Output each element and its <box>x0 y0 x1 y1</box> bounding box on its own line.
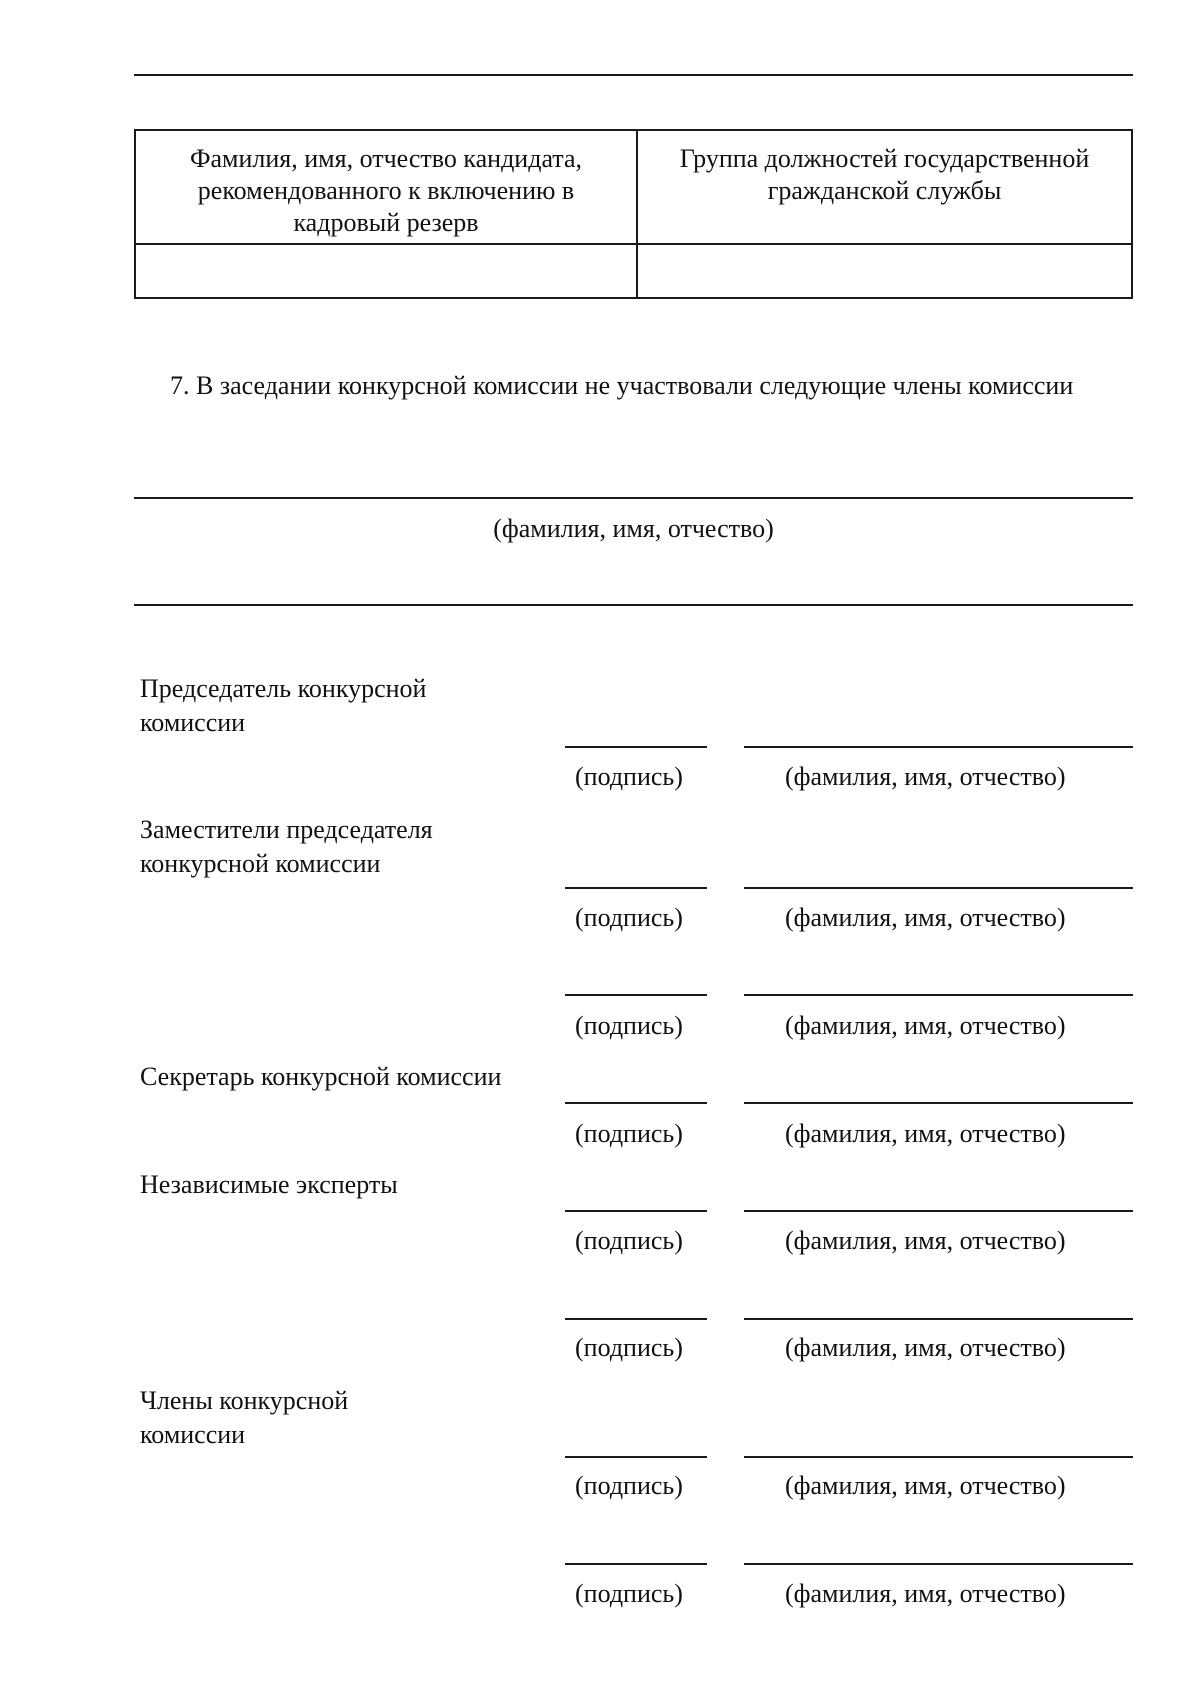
name-line[interactable] <box>744 1318 1133 1320</box>
name-caption: (фамилия, имя, отчество) <box>785 1471 1066 1500</box>
name-line[interactable] <box>744 746 1133 748</box>
reserve-table <box>134 129 1133 299</box>
name-line[interactable] <box>744 994 1133 996</box>
name-line[interactable] <box>744 1102 1133 1104</box>
name-caption: (фамилия, имя, отчество) <box>785 762 1066 791</box>
absent-members-line-2[interactable] <box>134 604 1133 606</box>
name-caption: (фамилия, имя, отчество) <box>785 1226 1066 1255</box>
name-caption: (фамилия, имя, отчество) <box>785 1333 1066 1362</box>
members-label-text: Члены конкурсной комиссии <box>140 1386 349 1449</box>
members-label <box>140 1384 440 1452</box>
signature-caption: (подпись) <box>575 762 683 791</box>
name-caption: (фамилия, имя, отчество) <box>785 1011 1066 1040</box>
signature-caption: (подпись) <box>575 1119 683 1148</box>
position-group-cell[interactable] <box>637 244 1132 298</box>
signature-caption: (подпись) <box>575 1333 683 1362</box>
secretary-label: Секретарь конкурсной комиссии <box>140 1062 502 1091</box>
top-rule <box>134 74 1133 76</box>
signature-line[interactable] <box>565 887 707 889</box>
candidate-name-cell[interactable] <box>135 244 637 298</box>
table-header-row <box>135 130 1132 244</box>
name-caption: (фамилия, имя, отчество) <box>785 1579 1066 1608</box>
absent-members-caption: (фамилия, имя, отчество) <box>493 514 774 543</box>
experts-label: Независимые эксперты <box>140 1170 398 1199</box>
chairman-label-text: Председатель конкурсной комиссии <box>140 674 427 737</box>
signature-line[interactable] <box>565 1318 707 1320</box>
table-row <box>135 244 1132 298</box>
signature-line[interactable] <box>565 1102 707 1104</box>
name-line[interactable] <box>744 1456 1133 1458</box>
position-group-header: Группа должностей государственной гражданской службы <box>637 130 1132 244</box>
name-line[interactable] <box>744 1210 1133 1212</box>
signature-caption: (подпись) <box>575 1011 683 1040</box>
candidate-name-header: Фамилия, имя, отчество кандидата, рекомендованного к включению в кадровый резерв <box>135 130 637 244</box>
section7-text: 7. В заседании конкурсной комиссии не участвовали следующие члены комиссии <box>170 371 1074 400</box>
name-line[interactable] <box>744 1563 1133 1565</box>
signature-line[interactable] <box>565 1456 707 1458</box>
name-caption: (фамилия, имя, отчество) <box>785 903 1066 932</box>
signature-caption: (подпись) <box>575 1226 683 1255</box>
chairman-label <box>140 672 470 740</box>
deputy-chairman-label-text: Заместители председателя конкурсной комиссии <box>140 815 433 878</box>
absent-members-line[interactable] <box>134 497 1133 499</box>
signature-caption: (подпись) <box>575 1471 683 1500</box>
deputy-chairman-label <box>140 813 480 881</box>
signature-line[interactable] <box>565 1210 707 1212</box>
signature-caption: (подпись) <box>575 903 683 932</box>
signature-line[interactable] <box>565 746 707 748</box>
signature-caption: (подпись) <box>575 1579 683 1608</box>
name-caption: (фамилия, имя, отчество) <box>785 1119 1066 1148</box>
signature-line[interactable] <box>565 994 707 996</box>
signature-line[interactable] <box>565 1563 707 1565</box>
name-line[interactable] <box>744 887 1133 889</box>
